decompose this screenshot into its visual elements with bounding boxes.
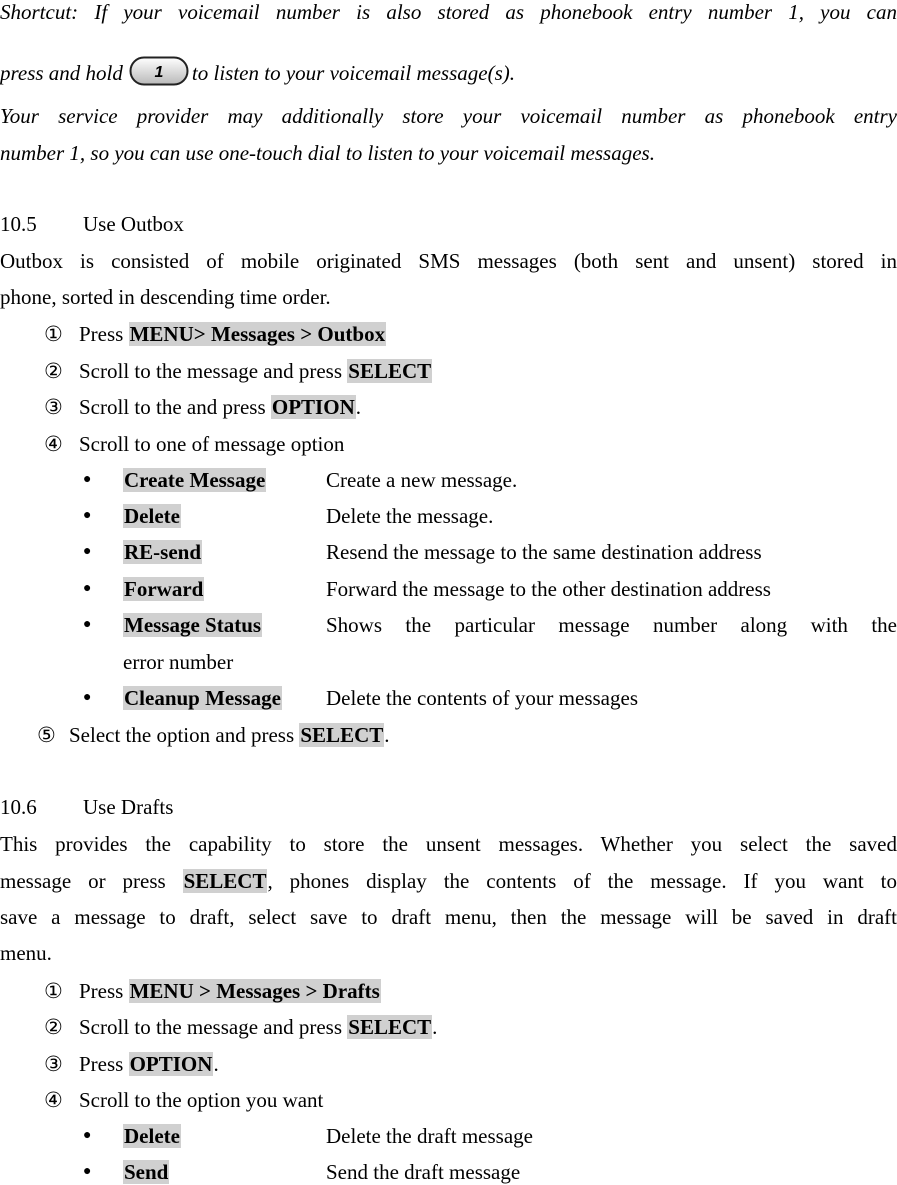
step-text: Scroll to the message and press [79, 359, 348, 383]
bullet-icon: ● [83, 690, 92, 705]
section-number: 10.6 [0, 795, 37, 819]
shortcut-line-1: Shortcut: If your voicemail number is also stored as phonebook entry number 1, you can [0, 0, 897, 24]
drafts-intro-line-3: save a message to draft, select save to draft menu, then the message will be saved in draft [0, 905, 897, 929]
step-marker: ④ [44, 1088, 63, 1112]
option-name: Delete [124, 1124, 180, 1148]
step-suffix: . [355, 395, 361, 419]
step-text: Scroll to the and press [79, 395, 271, 419]
drafts-intro-line-4: menu. [0, 941, 52, 965]
shortcut-press-hold: press and hold [0, 61, 123, 85]
step-text: Scroll to the option you want [79, 1088, 324, 1112]
intro-text: message or press [0, 869, 183, 893]
section-heading-drafts [0, 795, 174, 819]
menu-path-key: MENU> Messages > Outbox [129, 322, 386, 346]
bullet-icon: ● [83, 508, 92, 523]
step-marker: ③ [44, 1052, 63, 1076]
step-marker: ⑤ [37, 723, 56, 747]
step-text: Select the option and press [69, 723, 300, 747]
drafts-intro-line-2 [0, 869, 897, 893]
option-name: Cleanup Message [124, 686, 281, 710]
step-text: Press [79, 979, 129, 1003]
section-heading-outbox [0, 212, 184, 236]
step-marker: ② [44, 359, 63, 383]
bullet-icon: ● [83, 544, 92, 559]
option-desc: Resend the message to the same destination address [326, 540, 762, 564]
section-number: 10.5 [0, 212, 37, 236]
option-name: RE-send [124, 540, 202, 564]
option-desc-continued: error number [123, 650, 234, 674]
key-1-icon [129, 56, 189, 86]
provider-line-1: Your service provider may additionally store your voicemail number as phonebook entry [0, 104, 897, 128]
outbox-intro-line-2: phone, sorted in descending time order. [0, 285, 331, 309]
shortcut-listen: to listen to your voicemail message(s). [191, 61, 516, 85]
option-desc: Send the draft message [326, 1160, 521, 1184]
option-desc: Forward the message to the other destination address [326, 577, 771, 601]
intro-text: , phones display the contents of the message. If you want to [267, 869, 897, 893]
step-marker: ③ [44, 395, 63, 419]
option-desc: Delete the draft message [326, 1124, 533, 1148]
section-title: Use Drafts [83, 795, 174, 819]
outbox-intro-line-1: Outbox is consisted of mobile originated SMS messages (both sent and unsent) stored in [0, 249, 897, 273]
option-name: Forward [124, 577, 204, 601]
step-marker: ① [44, 322, 63, 346]
shortcut-line-2 [0, 56, 515, 86]
step-suffix: . [432, 1015, 438, 1039]
section-title: Use Outbox [83, 212, 184, 236]
step-text: Scroll to the message and press [79, 1015, 348, 1039]
option-key: OPTION [271, 395, 355, 419]
step-text: Press [79, 1052, 129, 1076]
option-name: Message Status [124, 613, 262, 637]
step-suffix: . [384, 723, 390, 747]
select-key: SELECT [183, 869, 267, 893]
option-desc: Delete the message. [326, 504, 494, 528]
option-desc: Delete the contents of your messages [326, 686, 638, 710]
step-suffix: . [213, 1052, 219, 1076]
select-key: SELECT [300, 723, 384, 747]
option-key: OPTION [129, 1052, 213, 1076]
bullet-icon: ● [83, 581, 92, 596]
bullet-icon: ● [83, 472, 92, 487]
menu-path-key: MENU > Messages > Drafts [129, 979, 380, 1003]
step-text: Scroll to one of message option [79, 432, 345, 456]
option-desc: Create a new message. [326, 468, 518, 492]
option-desc: Shows the particular message number along with the [326, 613, 897, 637]
step-text: Press [79, 322, 129, 346]
step-marker: ② [44, 1015, 63, 1039]
bullet-icon: ● [83, 1128, 92, 1143]
provider-line-2: number 1, so you can use one-touch dial to listen to your voicemail messages. [0, 141, 655, 165]
option-name: Create Message [124, 468, 266, 492]
option-name: Delete [124, 504, 180, 528]
step-marker: ① [44, 979, 63, 1003]
step-marker: ④ [44, 432, 63, 456]
select-key: SELECT [348, 359, 432, 383]
bullet-icon: ● [83, 617, 92, 632]
select-key: SELECT [348, 1015, 432, 1039]
key-1-label: 1 [154, 64, 164, 81]
drafts-intro-line-1: This provides the capability to store the unsent messages. Whether you select the saved [0, 832, 897, 856]
bullet-icon: ● [83, 1164, 92, 1179]
option-name: Send [124, 1160, 169, 1184]
